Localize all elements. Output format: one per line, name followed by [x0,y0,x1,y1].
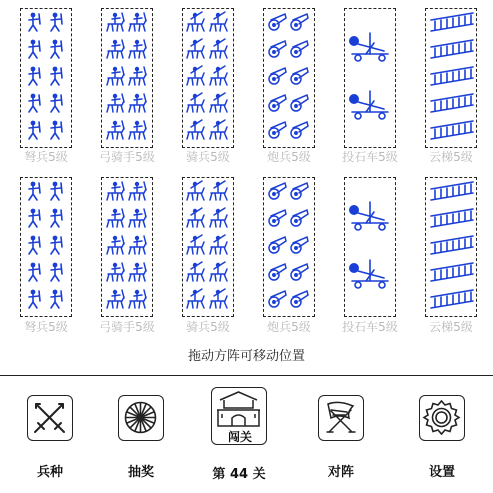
crossbowman-icon [21,178,70,315]
formation-hint: 拖动方阵可移动位置 [187,349,305,364]
unit-column-catapult-1[interactable] [344,8,396,148]
nav-troops-label: 兵种 [36,465,63,480]
gear-icon [419,395,465,441]
unit-column-ladder-2[interactable] [425,177,477,317]
unit-column-crossbow-2[interactable] [20,177,72,317]
stage-button-inner-label: 闯关 [227,430,252,444]
unit-label-ladder-1: 云梯5级 [429,150,473,164]
battle-flag-icon [318,395,364,441]
ladder-icon [426,178,475,315]
unit-column-cannon-2[interactable] [263,177,315,317]
ladder-icon [426,9,475,146]
unit-column-catapult-2[interactable] [344,177,396,317]
cavalry-icon [183,9,232,146]
unit-label-catapult-2: 投石车5级 [342,320,398,334]
nav-battle-label: 对阵 [327,465,354,480]
horse-archer-icon [102,178,151,315]
unit-label-cavalry-2: 骑兵5级 [186,320,230,334]
nav-divider [0,375,493,376]
unit-column-cavalry-1[interactable] [182,8,234,148]
nav-troops-button[interactable] [15,385,85,485]
unit-column-cannon-1[interactable] [263,8,315,148]
unit-label-cavalry-1: 骑兵5级 [186,150,230,164]
unit-column-cavalry-2[interactable] [182,177,234,317]
catapult-icon [345,178,394,315]
unit-label-cannon-1: 炮兵5级 [267,150,311,164]
unit-column-horse-archer-2[interactable] [101,177,153,317]
unit-label-ladder-2: 云梯5级 [429,320,473,334]
cannon-icon [264,9,313,146]
catapult-icon [345,9,394,146]
unit-column-crossbow-1[interactable] [20,8,72,148]
unit-label-cannon-2: 炮兵5级 [267,320,311,334]
nav-battle-button[interactable] [306,385,376,485]
cavalry-icon [183,178,232,315]
nav-settings-label: 设置 [428,465,455,480]
horse-archer-icon [102,9,151,146]
nav-lottery-button[interactable] [106,385,176,485]
unit-label-horse-archer-1: 弓骑手5级 [99,150,155,164]
unit-column-ladder-1[interactable] [425,8,477,148]
nav-stage-button[interactable] [203,385,273,485]
crossed-swords-icon [27,395,73,441]
wheel-icon [118,395,164,441]
unit-column-horse-archer-1[interactable] [101,8,153,148]
bottom-nav [0,385,493,493]
current-stage-label: 第 44 关 [212,467,266,482]
cannon-icon [264,178,313,315]
unit-label-crossbow-2: 弩兵5级 [24,320,68,334]
nav-settings-button[interactable] [407,385,477,485]
castle-gate-icon [211,387,267,445]
unit-label-horse-archer-2: 弓骑手5级 [99,320,155,334]
nav-lottery-label: 抽奖 [127,465,154,480]
unit-label-crossbow-1: 弩兵5级 [24,150,68,164]
crossbowman-icon [21,9,70,146]
unit-label-catapult-1: 投石车5级 [342,150,398,164]
